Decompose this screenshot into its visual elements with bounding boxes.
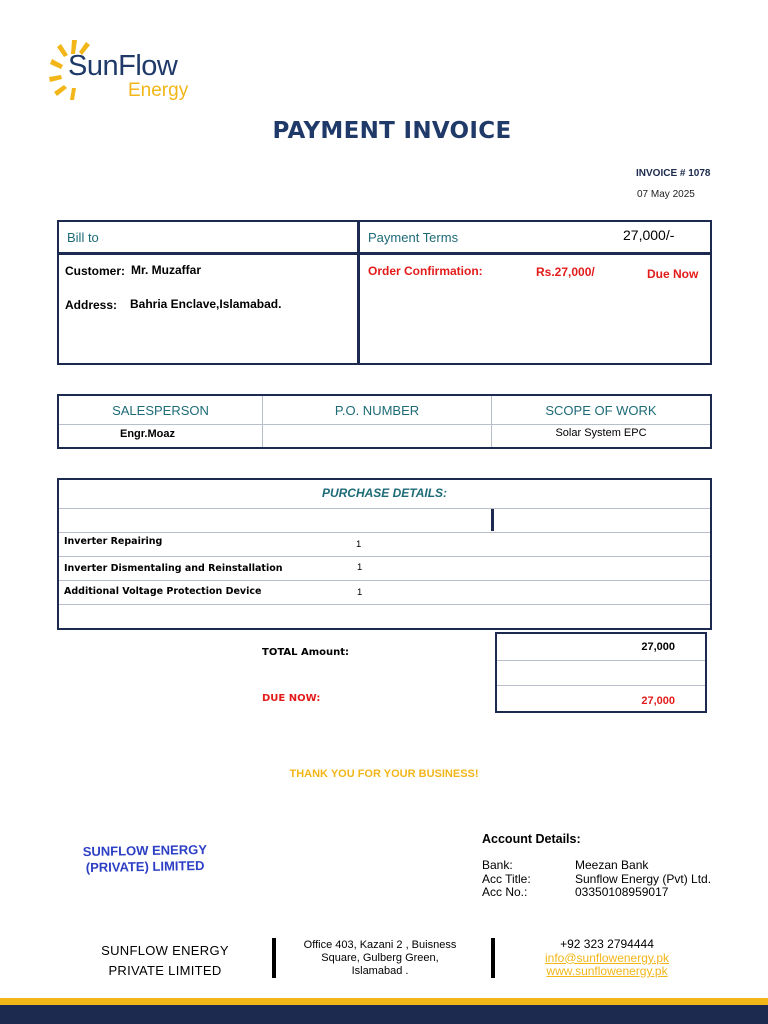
footer-divider-2 [491, 938, 495, 978]
footer-website-link[interactable]: www.sunflowenergy.pk [546, 964, 668, 978]
footer-address-line-1: Office 403, Kazani 2 , Buisness [303, 939, 457, 951]
footer-address [285, 939, 475, 978]
company-stamp [70, 842, 221, 877]
purchase-row-line-0 [59, 508, 710, 509]
footer-navy-bar [0, 1005, 768, 1024]
account-title-label: Acc Title: [482, 872, 531, 886]
scope-of-work-value: Solar System EPC [555, 427, 647, 439]
list-item-qty: 1 [356, 539, 362, 550]
account-bank-value: Meezan Bank [575, 858, 649, 872]
bill-to-header: Bill to [67, 230, 99, 245]
stamp-line-1: SUNFLOW ENERGY [82, 841, 208, 860]
account-title-value: Sunflow Energy (Pvt) Ltd. [575, 872, 712, 886]
footer-company-line-2: PRIVATE LIMITED [108, 963, 222, 978]
list-item-qty: 1 [357, 587, 363, 598]
info-table-row-line [59, 424, 710, 425]
stamp-line-2: (PRIVATE) LIMITED [85, 857, 205, 876]
order-confirmation-amount: Rs.27,000/ [536, 265, 595, 279]
customer-value: Mr. Muzaffar [131, 263, 202, 277]
footer-divider-1 [272, 938, 276, 978]
account-number-label: Acc No.: [482, 885, 528, 899]
logo [48, 38, 208, 108]
totals-row-line-1 [497, 660, 705, 661]
logo-text-sunflow: SunFlow [68, 50, 178, 82]
salesperson-header: SALESPERSON [112, 403, 209, 418]
footer-company [70, 941, 260, 981]
purchase-row-line-4 [59, 604, 710, 605]
invoice-date: 07 May 2025 [637, 189, 695, 200]
footer-address-line-3: Islamabad . [351, 965, 409, 977]
footer-contact [512, 938, 702, 979]
salesperson-value: Engr.Moaz [119, 428, 175, 440]
due-now-value: 27,000 [641, 695, 675, 707]
purchase-details-header: PURCHASE DETAILS: [321, 486, 448, 500]
invoice-number: INVOICE # 1078 [636, 168, 711, 179]
address-label: Address: [65, 298, 118, 312]
total-amount-value: 27,000 [641, 641, 675, 653]
footer-address-line-2: Square, Gulberg Green, [321, 952, 439, 964]
footer-phone: +92 323 2794444 [560, 937, 654, 951]
order-status: Due Now [647, 267, 699, 281]
footer-gold-bar [0, 998, 768, 1005]
order-confirmation-label: Order Confirmation: [368, 264, 483, 278]
footer-company-line-1: SUNFLOW ENERGY [101, 943, 229, 958]
payment-terms-amount: 27,000/- [623, 227, 675, 243]
due-now-label: DUE NOW: [262, 693, 321, 704]
account-bank-label: Bank: [482, 858, 513, 872]
purchase-header-divider [491, 509, 494, 531]
list-item: Additional Voltage Protection Device [64, 586, 262, 597]
total-amount-label: TOTAL Amount: [262, 647, 350, 658]
purchase-table [57, 478, 712, 630]
list-item: Inverter Repairing [64, 536, 163, 547]
purchase-row-line-3 [59, 580, 710, 581]
account-details-header: Account Details: [482, 832, 581, 846]
account-number-value: 03350108959017 [575, 885, 669, 899]
address-value: Bahria Enclave,Islamabad. [130, 297, 282, 311]
purchase-row-line-2 [59, 556, 710, 557]
page-title: PAYMENT INVOICE [272, 118, 512, 144]
logo-text-energy: Energy [128, 80, 189, 101]
billing-box-divider [357, 220, 360, 365]
payment-terms-header: Payment Terms [368, 230, 459, 245]
totals-row-line-2 [497, 685, 705, 686]
purchase-row-line-1 [59, 532, 710, 533]
po-number-header: P.O. NUMBER [334, 403, 420, 418]
customer-label: Customer: [65, 264, 126, 278]
list-item-qty: 1 [357, 562, 363, 573]
thank-you-text: THANK YOU FOR YOUR BUSINESS! [289, 768, 479, 780]
list-item: Inverter Dismentaling and Reinstallation [64, 563, 283, 574]
footer-email-link[interactable]: info@sunflowenergy.pk [544, 950, 670, 965]
scope-of-work-header: SCOPE OF WORK [545, 403, 657, 418]
billing-box-header-line [57, 252, 712, 255]
